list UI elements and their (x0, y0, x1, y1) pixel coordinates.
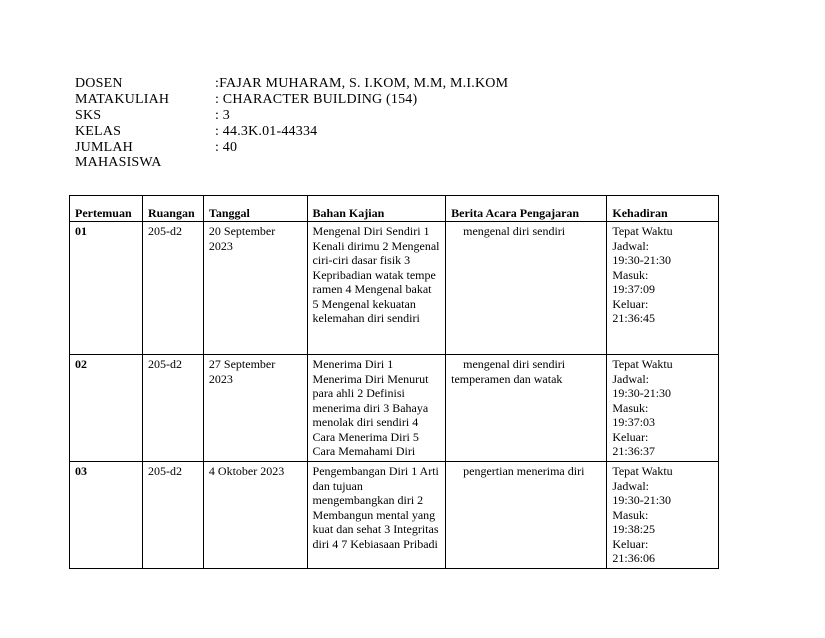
cell-berita-acara (446, 355, 607, 462)
column-header-pertemuan: Pertemuan (70, 196, 143, 222)
kehadiran-masuk-value: 19:38:25 (612, 522, 656, 536)
berita-acara-line: pengertian menerima diri (463, 464, 585, 478)
cell-bahan-kajian: Mengenal Diri Sendiri 1 Kenali dirimu 2 Mengenal ciri-ciri dasar fisik 3 Kepribadian watak tempe ramen 4 Mengenal bakat 5 Mengenal kekuatan kelemahan diri sendiri (307, 222, 446, 355)
kehadiran-status: Tepat Waktu (612, 357, 673, 371)
cell-pertemuan: 02 (70, 355, 143, 462)
matakuliah-row (75, 92, 575, 108)
cell-tanggal: 4 Oktober 2023 (203, 462, 307, 569)
column-header-bahan-kajian: Bahan Kajian (307, 196, 446, 222)
kehadiran-status: Tepat Waktu (612, 464, 673, 478)
kelas-value: : 44.3K.01-44334 (215, 124, 318, 139)
jumlah-row (75, 140, 575, 172)
cell-ruangan: 205-d2 (142, 462, 203, 569)
kehadiran-keluar-label: Keluar: (612, 296, 649, 311)
table-header-row (70, 196, 719, 222)
cell-ruangan: 205-d2 (142, 222, 203, 355)
kehadiran-keluar-value: 21:36:06 (612, 551, 656, 565)
cell-kehadiran (607, 222, 719, 355)
kelas-label: KELAS (75, 124, 122, 139)
dosen-row (75, 76, 575, 92)
kehadiran-status: Tepat Waktu (612, 224, 673, 238)
berita-acara-line: temperamen dan watak (451, 371, 563, 386)
berita-acara-line: mengenal diri sendiri (463, 357, 566, 371)
sks-value: : 3 (215, 108, 230, 123)
kehadiran-masuk-value: 19:37:03 (612, 415, 656, 429)
course-header (75, 76, 575, 172)
cell-ruangan: 205-d2 (142, 355, 203, 462)
cell-berita-acara (446, 462, 607, 569)
jumlah-value: : 40 (215, 140, 238, 155)
kehadiran-jadwal-label: Jadwal: (612, 478, 650, 493)
cell-tanggal: 20 September 2023 (203, 222, 307, 355)
kehadiran-jadwal-label: Jadwal: (612, 371, 650, 386)
kehadiran-jadwal-value: 19:30-21:30 (612, 493, 672, 507)
dosen-label: DOSEN (75, 76, 123, 91)
jumlah-label (75, 140, 215, 170)
jumlah-label-line2: MAHASISWA (75, 155, 162, 170)
jumlah-label-line1: JUMLAH (75, 140, 133, 155)
column-header-tanggal: Tanggal (203, 196, 307, 222)
column-header-ruangan: Ruangan (142, 196, 203, 222)
matakuliah-label: MATAKULIAH (75, 92, 170, 107)
kehadiran-jadwal-value: 19:30-21:30 (612, 386, 672, 400)
kehadiran-keluar-value: 21:36:45 (612, 311, 656, 325)
table-row (70, 462, 719, 569)
column-header-kehadiran: Kehadiran (607, 196, 719, 222)
dosen-value: :FAJAR MUHARAM, S. I.KOM, M.M, M.I.KOM (215, 76, 509, 91)
kelas-row (75, 124, 575, 140)
kehadiran-masuk-label: Masuk: (612, 507, 649, 522)
table-row (70, 222, 719, 355)
attendance-table (69, 195, 719, 569)
kehadiran-jadwal-value: 19:30-21:30 (612, 253, 672, 267)
kehadiran-jadwal-label: Jadwal: (612, 238, 650, 253)
matakuliah-value: : CHARACTER BUILDING (154) (215, 92, 418, 107)
sks-row (75, 108, 575, 124)
cell-kehadiran (607, 462, 719, 569)
kehadiran-keluar-value: 21:36:37 (612, 444, 656, 458)
kehadiran-masuk-label: Masuk: (612, 400, 649, 415)
cell-bahan-kajian: Menerima Diri 1 Menerima Diri Menurut para ahli 2 Definisi menerima diri 3 Bahaya menolak diri sendiri 4 Cara Menerima Diri 5 Cara Memahami Diri (307, 355, 446, 462)
cell-pertemuan: 03 (70, 462, 143, 569)
kehadiran-keluar-label: Keluar: (612, 536, 649, 551)
cell-kehadiran (607, 355, 719, 462)
cell-bahan-kajian: Pengembangan Diri 1 Arti dan tujuan mengembangkan diri 2 Membangun mental yang kuat dan sehat 3 Integritas diri 4 7 Kebiasaan Pribadi (307, 462, 446, 569)
column-header-berita-acara: Berita Acara Pengajaran (446, 196, 607, 222)
kehadiran-keluar-label: Keluar: (612, 429, 649, 444)
kehadiran-masuk-label: Masuk: (612, 267, 649, 282)
sks-label: SKS (75, 108, 102, 123)
cell-pertemuan: 01 (70, 222, 143, 355)
kehadiran-masuk-value: 19:37:09 (612, 282, 656, 296)
table-row (70, 355, 719, 462)
berita-acara-line: mengenal diri sendiri (463, 224, 566, 238)
cell-berita-acara (446, 222, 607, 355)
cell-tanggal: 27 September 2023 (203, 355, 307, 462)
